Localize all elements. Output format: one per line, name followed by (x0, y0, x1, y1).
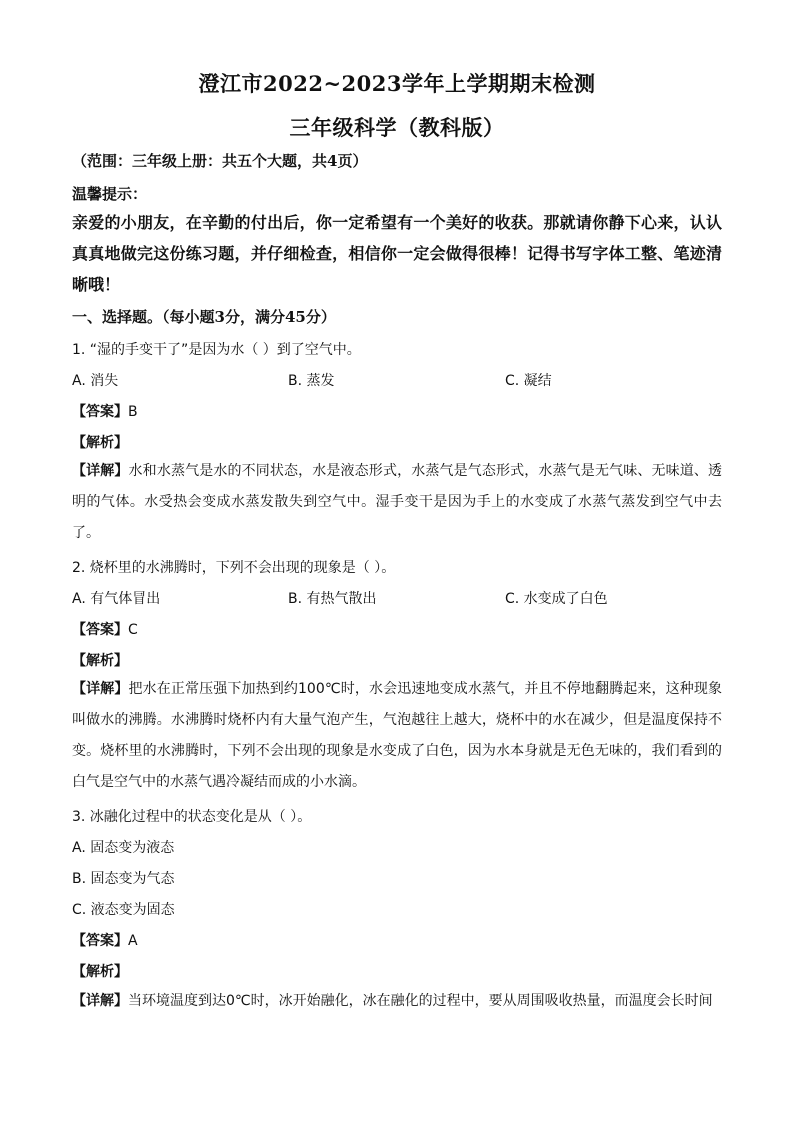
option-c: C. 水变成了白色 (505, 591, 608, 607)
answer-line (72, 619, 138, 639)
detail-label: 【详解】 (72, 463, 129, 479)
question-stem: 3. 冰融化过程中的状态变化是从（ ）。 (72, 809, 312, 825)
section-title: 一、选择题。（每小题3分，满分45分） (72, 308, 336, 326)
detail-text (72, 456, 722, 549)
detail-body: 当环境温度到达0℃时，冰开始融化，冰在融化的过程中，要从周围吸收热量，而温度会长时间 (128, 993, 713, 1009)
question-stem: 1. “湿的手变干了”是因为水（ ）到了空气中。 (72, 342, 361, 358)
answer-line (72, 401, 138, 421)
analysis-label: 【解析】 (72, 435, 128, 451)
exam-subtitle: 三年级科学（教科版） (289, 115, 505, 140)
answer-value: B (128, 404, 138, 420)
option-b: B. 有热气散出 (288, 591, 377, 607)
answer-label: 【答案】 (72, 404, 128, 420)
exam-scope: （范围：三年级上册：共五个大题，共4页） (72, 152, 368, 170)
option-b: B. 蒸发 (288, 373, 335, 389)
option-b: B. 固态变为气态 (72, 871, 175, 887)
tip-text: 亲爱的小朋友，在辛勤的付出后，你一定希望有一个美好的收获。那就请你静下心来，认认真真地做完这份练习题，并仔细检查，相信你一定会做得很棒！记得书写字体工整、笔迹清晰哦！ (72, 213, 722, 294)
question-stem: 2. 烧杯里的水沸腾时，下列不会出现的现象是（ ）。 (72, 560, 396, 576)
detail-label: 【详解】 (72, 681, 129, 697)
option-a: A. 消失 (72, 373, 119, 389)
tip-label: 温馨提示： (72, 185, 148, 203)
option-a: A. 有气体冒出 (72, 591, 161, 607)
option-a: A. 固态变为液态 (72, 840, 175, 856)
detail-text (72, 674, 722, 798)
analysis-label: 【解析】 (72, 964, 128, 980)
analysis-label: 【解析】 (72, 653, 128, 669)
detail-body: 把水在正常压强下加热到约100℃时，水会迅速地变成水蒸气，并且不停地翻腾起来，这种现象叫做水的沸腾。水沸腾时烧杯内有大量气泡产生，气泡越往上越大，烧杯中的水在减少，但是温度保持不变。烧杯里的水沸腾时，下列不会出现的现象是水变成了白色，因为水本身就是无色无味的，我们看到的白气是空气中的水蒸气遇冷凝结而成的小水滴。 (72, 681, 723, 790)
detail-label: 【详解】 (72, 993, 128, 1009)
exam-title: 澄江市2022~2023学年上学期期末检测 (198, 71, 596, 96)
answer-value: A (128, 933, 138, 949)
answer-label: 【答案】 (72, 933, 128, 949)
answer-label: 【答案】 (72, 622, 128, 638)
answer-value: C (128, 622, 138, 638)
detail-text (72, 986, 722, 1017)
option-c: C. 凝结 (505, 373, 552, 389)
option-c: C. 液态变为固态 (72, 902, 175, 918)
answer-line (72, 930, 138, 950)
detail-body: 水和水蒸气是水的不同状态，水是液态形式，水蒸气是气态形式，水蒸气是无气味、无味道、透明的气体。水受热会变成水蒸发散失到空气中。湿手变干是因为手上的水变成了水蒸气蒸发到空气中去了。 (72, 463, 723, 541)
